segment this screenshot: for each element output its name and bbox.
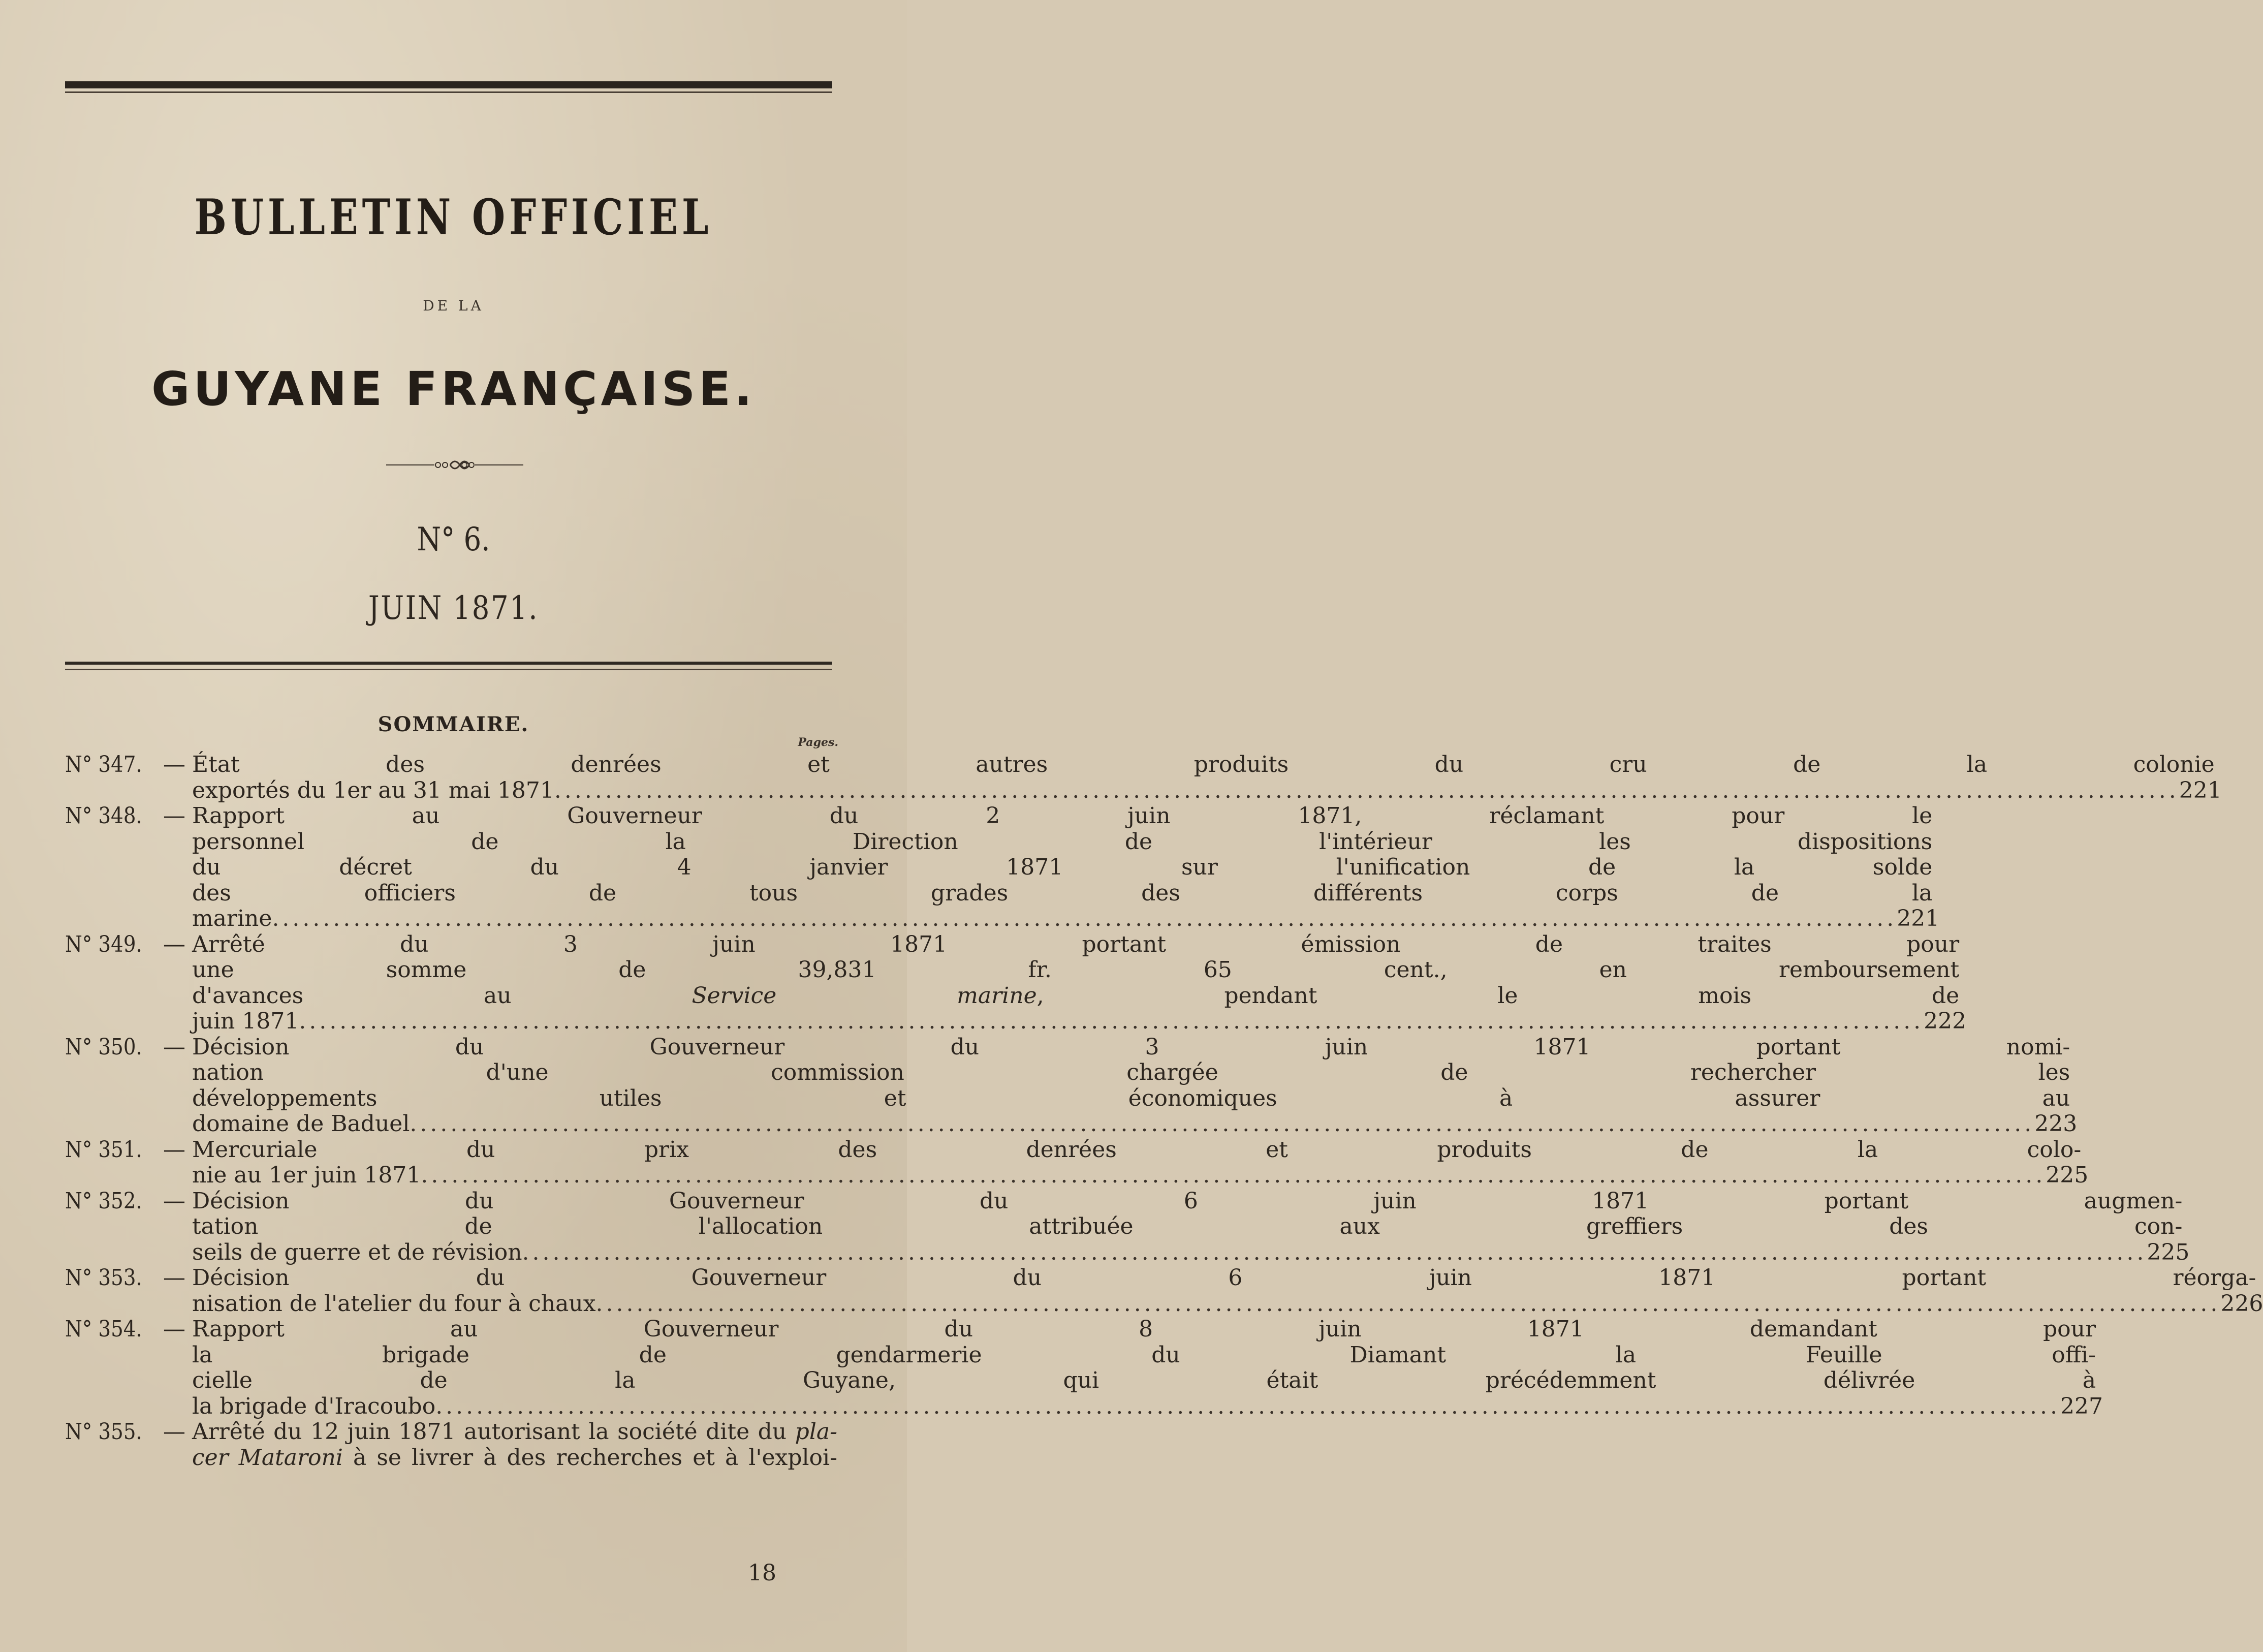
issue-number: N° 6. xyxy=(417,521,490,558)
entry-line xyxy=(192,881,1932,907)
entry-body xyxy=(192,1316,2103,1419)
sommaire-entry xyxy=(65,1034,2078,1137)
entry-line xyxy=(192,1162,2089,1189)
entry-line-text: Décision du Gouverneur du 6 juin 1871 portant réorga- xyxy=(192,1265,2256,1291)
entry-leader-dots xyxy=(596,1291,2221,1317)
entry-line xyxy=(192,1368,2096,1394)
title-connector: DE LA xyxy=(423,297,484,314)
entry-leader-dots xyxy=(410,1111,2034,1137)
entry-line xyxy=(192,932,1959,958)
entry-leader-dots xyxy=(522,1240,2147,1266)
entry-line-text: personnel de la Direction de l'intérieur les dispositions xyxy=(192,828,1933,855)
ornament-divider-icon xyxy=(386,455,523,475)
entry-line xyxy=(192,1086,2070,1112)
entry-line-text: exportés du 1er au 31 mai 1871 xyxy=(192,777,554,803)
entry-line-text: juin 1871 xyxy=(192,1008,299,1034)
entry-page-number: 225 xyxy=(2046,1162,2089,1188)
sommaire-entry xyxy=(65,752,2222,803)
entry-line xyxy=(192,1111,2078,1137)
entry-page-number: 222 xyxy=(1924,1008,1967,1034)
entry-line-text: tation de l'allocation attribuée aux greffiers des con- xyxy=(192,1213,2183,1239)
entry-dash: — xyxy=(163,1136,185,1163)
entry-line-text: Rapport au Gouverneur du 2 juin 1871, réclamant pour le xyxy=(192,803,1933,829)
entry-line xyxy=(192,855,1932,881)
entry-line-text: domaine de Baduel xyxy=(192,1111,410,1137)
entry-line-text: nation d'une commission chargée de rechercher les xyxy=(192,1059,2070,1085)
entry-body xyxy=(192,752,2222,803)
entry-number: N° 353. xyxy=(65,1265,142,1291)
entry-line xyxy=(192,1060,2070,1086)
entry-line xyxy=(192,777,2222,804)
entry-number: N° 348. xyxy=(65,803,142,829)
entry-leader-dots xyxy=(421,1163,2046,1189)
entry-line xyxy=(192,1343,2096,1368)
entry-number: N° 347. xyxy=(65,752,142,777)
entry-body xyxy=(192,1265,2263,1317)
entry-body xyxy=(192,1034,2078,1137)
entry-number: N° 355. xyxy=(65,1419,142,1445)
entry-dash: — xyxy=(163,752,185,777)
entry-page-number: 226 xyxy=(2220,1290,2263,1317)
entry-number: N° 349. xyxy=(65,931,142,957)
entry-line-text: d'avances au Service marine, pendant le mois de xyxy=(192,982,1960,1009)
entry-body xyxy=(192,1188,2190,1266)
sommaire-entry xyxy=(65,931,1967,1035)
entry-line xyxy=(192,1317,2096,1343)
entry-body xyxy=(192,1419,837,1471)
sommaire-entry xyxy=(65,1188,2190,1266)
entry-line xyxy=(192,1189,2182,1214)
entry-body xyxy=(192,803,1940,932)
entry-dash: — xyxy=(163,931,185,957)
entry-dash: — xyxy=(163,1316,185,1342)
middle-rule-thick xyxy=(65,662,832,665)
entry-line xyxy=(192,1035,2070,1061)
entry-line-text: Mercuriale du prix des denrées et produits de la colo- xyxy=(192,1136,2082,1163)
entry-line xyxy=(192,1290,2263,1317)
entry-line-text: cer Mataroni à se livrer à des recherches et à l'exploi- xyxy=(192,1444,837,1471)
entry-line-text: Arrêté du 12 juin 1871 autorisant la société dite du pla- xyxy=(192,1419,837,1445)
entry-line xyxy=(192,803,1932,829)
entry-dash: — xyxy=(163,1034,185,1060)
page-folio: 18 xyxy=(748,1560,776,1586)
entry-dash: — xyxy=(163,1419,185,1445)
top-rule-thick xyxy=(65,81,832,88)
entry-line-text: développements utiles et économiques à assurer au xyxy=(192,1085,2070,1111)
entry-line-text: la brigade de gendarmerie du Diamant la Feuille offi- xyxy=(192,1342,2096,1368)
entry-leader-dots xyxy=(554,778,2179,804)
sommaire-entry xyxy=(65,1265,2263,1317)
sommaire-entry xyxy=(65,1419,837,1471)
entry-line xyxy=(192,906,1940,932)
entry-page-number: 223 xyxy=(2034,1111,2078,1137)
entry-line-text: nisation de l'atelier du four à chaux xyxy=(192,1290,596,1317)
entry-line-text: Arrêté du 3 juin 1871 portant émission de traites pour xyxy=(192,931,1960,957)
entry-number: N° 354. xyxy=(65,1316,142,1342)
sommaire-entry xyxy=(65,1316,2103,1419)
entry-page-number: 225 xyxy=(2147,1239,2190,1265)
entry-line-text: marine xyxy=(192,906,272,931)
entry-line xyxy=(192,1214,2182,1240)
entry-leader-dots xyxy=(435,1394,2060,1420)
entry-line-text: cielle de la Guyane, qui était précédemment délivrée à xyxy=(192,1367,2096,1393)
sommaire-entry xyxy=(65,803,1940,932)
entry-page-number: 221 xyxy=(2179,777,2222,803)
entry-dash: — xyxy=(163,1265,185,1291)
entry-line xyxy=(192,1008,1967,1035)
sommaire-heading: SOMMAIRE. xyxy=(378,712,529,736)
entry-page-number: 227 xyxy=(2060,1393,2103,1419)
top-rule-thin xyxy=(65,91,832,93)
sommaire-entries xyxy=(65,752,2263,1471)
entry-line xyxy=(192,752,2215,778)
entry-line xyxy=(192,983,1959,1009)
entry-dash: — xyxy=(163,803,185,829)
entry-leader-dots xyxy=(299,1009,1924,1035)
entry-page-number: 221 xyxy=(1897,906,1940,931)
entry-leader-dots xyxy=(272,906,1897,932)
bulletin-subtitle: GUYANE FRANÇAISE. xyxy=(151,362,756,416)
issue-date: JUIN 1871. xyxy=(368,589,539,627)
entry-dash: — xyxy=(163,1188,185,1214)
entry-line-text: des officiers de tous grades des différents corps de la xyxy=(192,880,1933,906)
entry-number: N° 350. xyxy=(65,1034,142,1060)
entry-line xyxy=(192,1265,2256,1291)
entry-line xyxy=(192,1419,837,1445)
entry-line-text: du décret du 4 janvier 1871 sur l'unification de la solde xyxy=(192,854,1933,880)
entry-line xyxy=(192,1393,2103,1420)
entry-line-text: une somme de 39,831 fr. 65 cent., en remboursement xyxy=(192,957,1960,983)
entry-line-text: État des denrées et autres produits du cru de la colonie xyxy=(192,752,2215,777)
entry-line-text: la brigade d'Iracoubo xyxy=(192,1393,436,1419)
entry-body xyxy=(192,1136,2089,1189)
entry-line-text: Rapport au Gouverneur du 8 juin 1871 demandant pour xyxy=(192,1316,2096,1342)
sommaire-entry xyxy=(65,1136,2089,1189)
entry-number: N° 351. xyxy=(65,1136,142,1163)
entry-line xyxy=(192,1137,2081,1163)
entry-line-text: nie au 1er juin 1871 xyxy=(192,1162,421,1188)
bulletin-title: BULLETIN OFFICIEL xyxy=(194,189,713,246)
pages-column-label: Pages. xyxy=(798,736,838,749)
entry-number: N° 352. xyxy=(65,1188,142,1214)
middle-rule-thin xyxy=(65,669,832,670)
entry-line xyxy=(192,1239,2190,1266)
entry-line xyxy=(192,1445,837,1471)
entry-line-text: seils de guerre et de révision xyxy=(192,1239,522,1265)
entry-line xyxy=(192,829,1932,855)
entry-line-text: Décision du Gouverneur du 6 juin 1871 portant augmen- xyxy=(192,1188,2183,1214)
entry-line-text: Décision du Gouverneur du 3 juin 1871 portant nomi- xyxy=(192,1034,2070,1060)
entry-body xyxy=(192,931,1967,1035)
entry-line xyxy=(192,957,1959,983)
